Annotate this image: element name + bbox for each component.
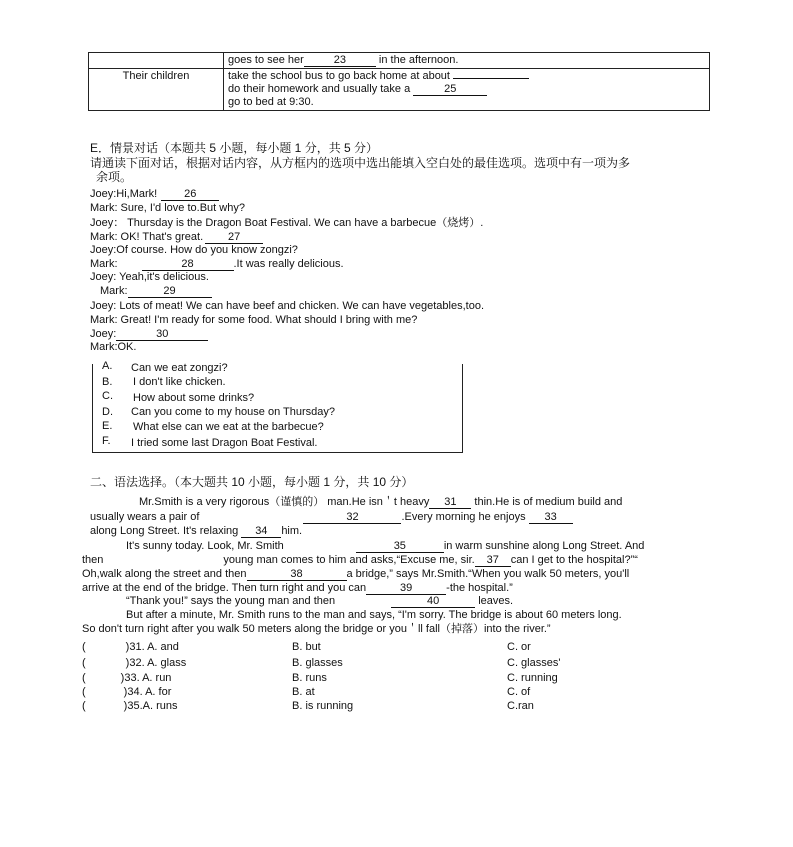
dialogue-line: Mark: Sure, I'd love to.But why? <box>90 202 245 214</box>
passage-text: a bridge,” says Mr.Smith.“When you walk 50 meters, you'll <box>346 568 630 580</box>
passage-line <box>126 539 644 553</box>
option-text: What else can we eat at the barbecue? <box>133 421 324 433</box>
blank-34[interactable]: 34 <box>241 525 281 538</box>
blank-33[interactable]: 33 <box>529 511 573 524</box>
cell-text: goes to see her <box>228 54 304 66</box>
passage-line <box>82 567 629 581</box>
cell-text: go to bed at 9:30. <box>228 96 314 108</box>
section-e-instructions: 请通读下面对话，根据对话内容，从方框内的选项中选出能填入空白处的最佳选项。选项中有一项为多 <box>90 156 631 170</box>
question-option-b: B. glasses <box>292 657 343 669</box>
passage-text: -the hospital.” <box>446 582 513 594</box>
table-row <box>89 53 710 69</box>
option-text: I tried some last Dragon Boat Festival. <box>131 437 318 449</box>
dialogue-line: Joey: Lots of meat! We can have beef and chicken. We can have vegetables,too. <box>90 300 485 312</box>
blank-37[interactable]: 37 <box>475 554 511 567</box>
section-e-heading: E．情景对话（本题共 5 小题，每小题 1 分，共 5 分） <box>90 141 379 155</box>
option-letter: D. <box>102 406 113 418</box>
dialogue-text: Joey: <box>90 328 117 340</box>
blank-23[interactable]: 23 <box>304 54 376 67</box>
passage-text: usually wears a pair of <box>90 511 200 523</box>
blank-39[interactable]: 39 <box>366 582 446 595</box>
dialogue-text: Mark: <box>100 285 128 297</box>
question-row <box>82 656 186 670</box>
passage-text: It's sunny today. Look, Mr. Smith <box>126 540 284 552</box>
passage-text: then <box>82 554 104 566</box>
question-option-a: )35.A. runs <box>123 700 178 712</box>
table-cell <box>224 69 710 111</box>
dialogue-line: Mark:OK. <box>90 341 137 353</box>
passage-line: So don't turn right after you walk 50 meters along the bridge or you＇ll fall（掉落）into the river.” <box>82 623 551 635</box>
passage-text: can I get to the hospital?”“ <box>510 554 638 566</box>
dialogue-line <box>90 230 263 244</box>
passage-line <box>90 524 302 538</box>
blank-26[interactable]: 26 <box>161 188 219 201</box>
answer-paren: ( <box>82 672 86 684</box>
answer-paren: ( <box>82 657 86 669</box>
question-row <box>82 685 171 699</box>
passage-line <box>139 495 622 509</box>
question-option-c: C. running <box>507 672 558 684</box>
question-option-b: B. but <box>292 641 321 653</box>
passage-text: Mr.Smith is a very rigorous（谨慎的） man.He isn＇t heavy <box>139 496 430 508</box>
passage-line <box>90 510 573 524</box>
option-text: Can you come to my house on Thursday? <box>131 406 336 418</box>
passage-text: arrive at the end of the bridge. Then turn right and you can <box>82 582 367 594</box>
dialogue-text: Joey:Hi,Mark! <box>90 188 158 200</box>
dialogue-line: Joey: Yeah,it's delicious. <box>90 271 209 283</box>
question-option-a: )34. A. for <box>123 686 172 698</box>
passage-text: Oh,walk along the street and then <box>82 568 247 580</box>
option-letter: E. <box>102 420 113 432</box>
table-row <box>89 69 710 111</box>
question-option-c: C.ran <box>507 700 534 712</box>
question-option-b: B. at <box>292 686 315 698</box>
cell-text: take the school bus to go back home at about <box>228 70 450 82</box>
option-letter: A. <box>102 360 113 372</box>
dialogue-text: .It was really delicious. <box>233 258 344 270</box>
passage-text: thin.He is of medium build and <box>471 496 623 508</box>
dialogue-text: Mark: OK! That's great. <box>90 231 204 243</box>
dialogue-line <box>90 257 344 271</box>
passage-text: in warm sunshine along Long Street. And <box>443 540 645 552</box>
dialogue-line <box>90 187 219 201</box>
passage-text: leaves. <box>478 595 514 607</box>
passage-line <box>126 594 513 608</box>
option-letter: B. <box>102 376 113 388</box>
blank-35[interactable]: 35 <box>356 540 444 553</box>
dialogue-line <box>100 284 212 298</box>
blank-40[interactable]: 40 <box>391 595 475 608</box>
dialogue-text: Mark: <box>90 258 118 270</box>
answer-paren: ( <box>82 700 86 712</box>
passage-text: “Thank you!” says the young man and then <box>126 595 336 607</box>
blank-31[interactable]: 31 <box>429 496 471 509</box>
blank-30[interactable]: 30 <box>116 328 208 341</box>
table-cell <box>224 53 710 69</box>
dialogue-line: Mark: Great! I'm ready for some food. What should I bring with me? <box>90 314 418 326</box>
cell-text: do their homework and usually take a <box>228 83 411 95</box>
question-row <box>82 640 179 654</box>
option-text: I don't like chicken. <box>133 376 226 388</box>
answer-paren: ( <box>82 686 86 698</box>
question-option-c: C. or <box>507 641 531 653</box>
schedule-table <box>88 52 710 111</box>
blank-28[interactable]: 28 <box>142 258 234 271</box>
blank-29[interactable]: 29 <box>128 285 212 298</box>
blank-27[interactable]: 27 <box>205 231 263 244</box>
table-cell <box>89 53 224 69</box>
passage-text: him. <box>281 525 303 537</box>
blank-24[interactable] <box>453 78 529 79</box>
section-e-instructions-2: 余项。 <box>96 170 133 184</box>
question-option-b: B. is running <box>292 700 354 712</box>
dialogue-line: Joey： Thursday is the Dragon Boat Festival. We can have a barbecue（烧烤）. <box>90 217 484 229</box>
passage-line: But after a minute, Mr. Smith runs to the man and says, “I'm sorry. The bridge is about 60 meters long. <box>126 609 622 621</box>
blank-25[interactable]: 25 <box>413 83 487 96</box>
question-option-a: )31. A. and <box>125 641 179 653</box>
passage-line <box>82 581 513 595</box>
answer-paren: ( <box>82 641 86 653</box>
question-option-a: )33. A. run <box>120 672 172 684</box>
question-option-c: C. glasses' <box>507 657 561 669</box>
dialogue-line: Joey:Of course. How do you know zongzi? <box>90 244 298 256</box>
passage-line <box>82 553 638 567</box>
question-option-c: C. of <box>507 686 531 698</box>
question-option-b: B. runs <box>292 672 327 684</box>
section-2-heading: 二、语法选择。（本大题共 10 小题，每小题 1 分，共 10 分） <box>90 475 414 489</box>
option-text: How about some drinks? <box>133 392 255 404</box>
question-row <box>82 699 177 713</box>
passage-text: along Long Street. It's relaxing <box>90 525 239 537</box>
passage-text: young man comes to him and asks,“Excuse me, sir. <box>223 554 475 566</box>
cell-text: in the afternoon. <box>375 54 459 66</box>
passage-text: .Every morning he enjoys <box>401 511 526 523</box>
option-text: Can we eat zongzi? <box>131 362 228 374</box>
question-row <box>82 671 171 685</box>
option-letter: C. <box>102 390 113 402</box>
dialogue-line <box>90 327 208 341</box>
blank-38[interactable]: 38 <box>247 568 347 581</box>
blank-32[interactable]: 32 <box>303 511 401 524</box>
question-option-a: )32. A. glass <box>125 657 187 669</box>
table-cell: Their children <box>89 69 224 111</box>
option-letter: F. <box>102 435 111 447</box>
